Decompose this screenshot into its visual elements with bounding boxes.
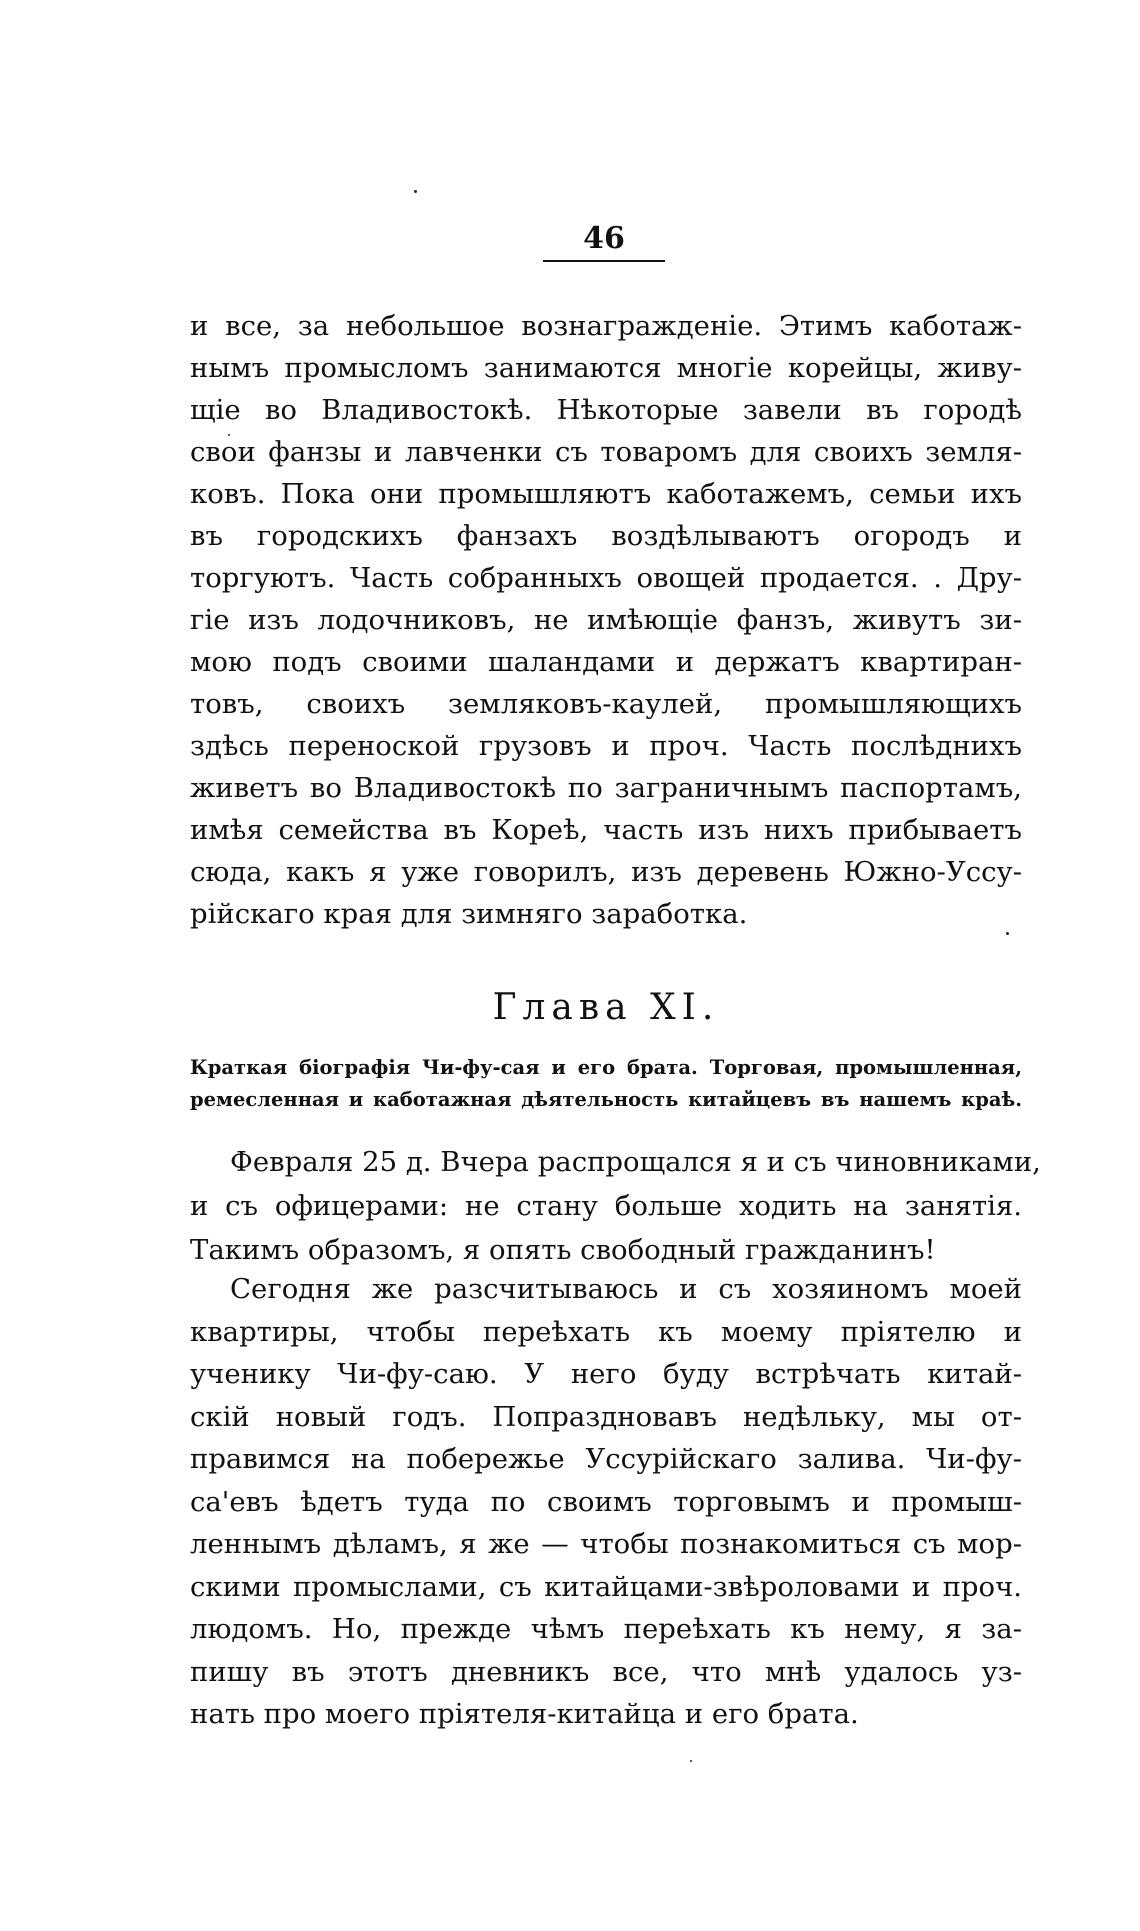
text-line: скими промыслами, съ китайцами-звѣроловами и проч. (190, 1570, 1022, 1603)
page-number-rule (543, 260, 665, 262)
scan-speck (414, 190, 417, 193)
text-line: мою подъ своими шаландами и держатъ квартиран- (190, 646, 1022, 678)
text-line: сюда, какъ я уже говорилъ, изъ деревень Южно-Уссу- (190, 856, 1022, 888)
text-line: квартиры, чтобы переѣхать къ моему пріятелю и (190, 1315, 1022, 1348)
scan-speck (690, 1760, 692, 1762)
text-line: Такимъ образомъ, я опять свободный гражданинъ! (190, 1234, 936, 1266)
text-line: торгуютъ. Часть собранныхъ овощей продается. . Дру- (190, 562, 1022, 594)
text-line: здѣсь переноской грузовъ и проч. Часть послѣднихъ (190, 730, 1022, 762)
summary-line: Краткая біографія Чи-фу-сая и его брата. Торговая, промышленная, (190, 1056, 1022, 1079)
paragraph-february-25 (190, 1140, 1041, 1272)
text-line: леннымъ дѣламъ, я же — чтобы познакомиться съ мор- (190, 1528, 1022, 1560)
scan-speck (228, 434, 230, 436)
text-line: Сегодня же разсчитываюсь и съ хозяиномъ моей (230, 1273, 1022, 1305)
text-line: щіе во Владивостокѣ. Нѣкоторые завели въ городѣ (190, 394, 1022, 426)
text-line: нать про моего пріятеля-китайца и его брата. (190, 1698, 859, 1730)
paragraph-move-to-friend (190, 1268, 1022, 1736)
text-line: пишу въ этотъ дневникъ все, что мнѣ удалось уз- (190, 1655, 1022, 1688)
text-line: живетъ во Владивостокѣ по заграничнымъ паспортамъ, (190, 772, 1022, 804)
text-line: людомъ. Но, прежде чѣмъ переѣхать къ нему, я за- (190, 1613, 1022, 1645)
text-line: са'евъ ѣдетъ туда по своимъ торговымъ и промыш- (190, 1485, 1022, 1518)
text-line: скій новый годъ. Попраздновавъ недѣльку, мы от- (190, 1400, 1022, 1433)
summary-line: ремесленная и каботажная дѣятельность китайцевъ въ нашемъ краѣ. (190, 1088, 1022, 1111)
text-line: гіе изъ лодочниковъ, не имѣющіе фанзъ, живутъ зи- (190, 604, 1022, 636)
text-line: и все, за небольшое вознагражденіе. Этимъ каботаж- (190, 310, 1022, 342)
text-line: въ городскихъ фанзахъ воздѣлываютъ огородъ и (190, 520, 1022, 552)
text-line: имѣя семейства въ Кореѣ, часть изъ нихъ прибываетъ (190, 814, 1022, 846)
text-line: Февраля 25 д. Вчера распрощался я и съ чиновниками, (230, 1146, 1041, 1178)
text-line: ковъ. Пока они промышляютъ каботажемъ, семьи ихъ (190, 478, 1022, 510)
text-line: ученику Чи-фу-саю. У него буду встрѣчать китай- (190, 1358, 1022, 1390)
page-number: 46 (583, 221, 625, 256)
text-line: свои фанзы и лавченки съ товаромъ для своихъ земля- (190, 436, 1022, 468)
text-line: рійскаго края для зимняго заработка. (190, 898, 748, 930)
scan-speck (1006, 932, 1009, 935)
text-line: нымъ промысломъ занимаются многіе корейцы, живу- (190, 352, 1022, 384)
chapter-summary (190, 1052, 1022, 1116)
text-line: и съ офицерами: не стану больше ходить на занятія. (190, 1190, 1022, 1222)
text-line: товъ, своихъ земляковъ-каулей, промышляющихъ (190, 688, 1022, 720)
paragraph-korean-coasters (190, 305, 1022, 935)
chapter-title: Глава XI. (492, 987, 720, 1028)
text-line: правимся на побережье Уссурійскаго залива. Чи-фу- (190, 1443, 1022, 1475)
